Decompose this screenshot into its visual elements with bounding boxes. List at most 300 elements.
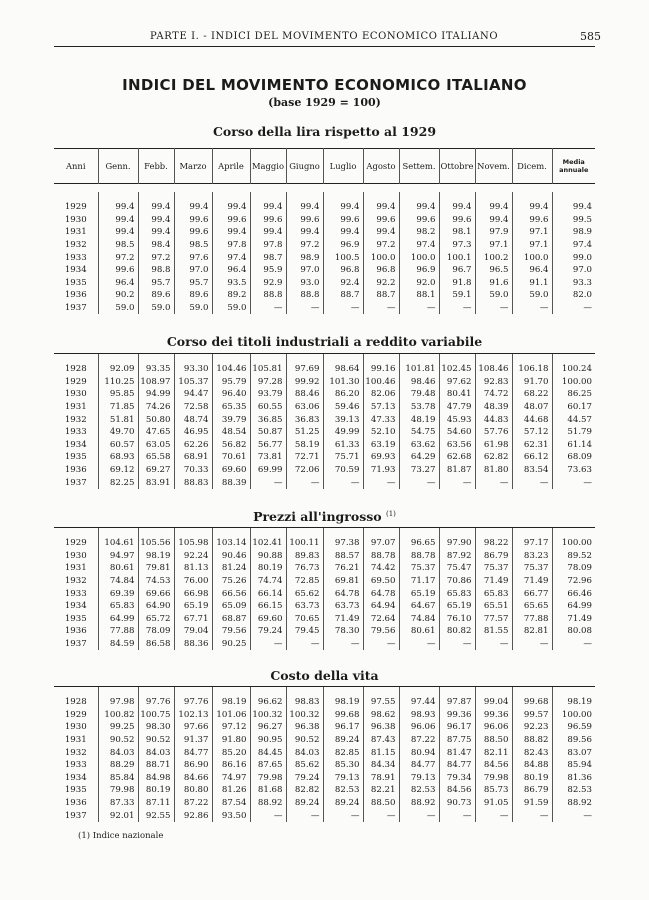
year-cell: 1932 (64, 240, 87, 251)
year-cell: 1929 (64, 202, 87, 213)
month-value-cell: 97.2 (98, 251, 138, 264)
month-value-cell: 79.24 (286, 772, 323, 785)
month-value-cell: 84.77 (174, 746, 212, 759)
month-value-cell: 82.06 (363, 388, 399, 401)
month-value-cell: 97.2 (286, 239, 323, 252)
year-cell: 1932 (64, 576, 87, 587)
month-value-cell: 88.7 (363, 289, 399, 302)
month-value-cell: 102.41 (250, 537, 286, 550)
month-value-cell: 102.45 (439, 363, 475, 376)
month-value-cell: 82.11 (475, 746, 512, 759)
month-value-cell: 88.1 (399, 289, 439, 302)
month-value-cell: 98.83 (286, 696, 323, 709)
section-title-costo (0, 668, 649, 683)
table-row (54, 759, 595, 772)
month-value-cell: 70.65 (286, 613, 323, 626)
month-value-cell: 84.66 (174, 772, 212, 785)
col-header-febb: Febb. (138, 149, 174, 184)
month-value-cell: — (323, 302, 363, 315)
month-value-cell: 99.36 (439, 709, 475, 722)
section-title-text: Corso dei titoli industriali a reddito variabile (166, 334, 483, 349)
month-value-cell: 96.38 (286, 721, 323, 734)
month-value-cell: 98.5 (98, 239, 138, 252)
col-header-ottobre: Ottobre (439, 149, 475, 184)
month-value-cell: 71.85 (98, 401, 138, 414)
table-row (54, 277, 595, 290)
col-header-genn: Genn. (98, 149, 138, 184)
month-value-cell: 48.07 (512, 401, 552, 414)
month-value-cell: 89.24 (323, 797, 363, 810)
month-value-cell: 52.10 (363, 426, 399, 439)
month-value-cell: 90.52 (98, 734, 138, 747)
section-title-text: Costo della vita (270, 668, 379, 683)
year-cell: 1934 (64, 601, 87, 612)
month-value-cell: 97.3 (439, 239, 475, 252)
month-value-cell: 97.4 (212, 251, 250, 264)
month-value-cell: — (250, 809, 286, 822)
month-value-cell: 65.83 (98, 600, 138, 613)
month-value-cell: 98.5 (174, 239, 212, 252)
month-value-cell: 97.1 (475, 239, 512, 252)
month-value-cell: 82.81 (512, 625, 552, 638)
month-value-cell: 73.27 (399, 464, 439, 477)
month-value-cell: 97.2 (138, 251, 174, 264)
month-value-cell: 63.62 (399, 439, 439, 452)
annual-mean-cell: 93.3 (552, 277, 595, 290)
month-value-cell: 92.86 (174, 809, 212, 822)
year-cell: 1935 (64, 785, 87, 796)
month-value-cell: 74.42 (363, 562, 399, 575)
month-value-cell: 98.30 (138, 721, 174, 734)
table-row (54, 797, 595, 810)
month-value-cell: 44.68 (512, 413, 552, 426)
month-value-cell: — (399, 638, 439, 651)
month-value-cell: 92.83 (475, 376, 512, 389)
month-value-cell: 59.0 (212, 302, 250, 315)
month-value-cell: 97.98 (98, 696, 138, 709)
month-value-cell: 99.6 (250, 214, 286, 227)
month-value-cell: — (250, 302, 286, 315)
month-value-cell: 90.2 (98, 289, 138, 302)
month-value-cell: 99.4 (475, 201, 512, 214)
month-value-cell: 99.4 (286, 226, 323, 239)
month-value-cell: 92.2 (363, 277, 399, 290)
annual-mean-cell: 66.46 (552, 587, 595, 600)
month-value-cell: 99.57 (512, 709, 552, 722)
month-value-cell: — (323, 476, 363, 489)
month-value-cell: 48.39 (475, 401, 512, 414)
month-value-cell: 86.90 (174, 759, 212, 772)
month-value-cell: — (399, 476, 439, 489)
month-value-cell: 100.5 (323, 251, 363, 264)
table-row (54, 721, 595, 734)
month-value-cell: 97.62 (439, 376, 475, 389)
footnote: (1) Indice nazionale (78, 831, 164, 841)
month-value-cell: 97.12 (212, 721, 250, 734)
month-value-cell: 99.6 (439, 214, 475, 227)
col-header-agosto: Agosto (363, 149, 399, 184)
month-value-cell: 45.93 (439, 413, 475, 426)
month-value-cell: 96.27 (250, 721, 286, 734)
month-value-cell: 100.0 (363, 251, 399, 264)
month-value-cell: 74.97 (212, 772, 250, 785)
month-value-cell: 39.79 (212, 413, 250, 426)
table-row (54, 587, 595, 600)
month-value-cell: 106.18 (512, 363, 552, 376)
month-value-cell: 65.62 (286, 587, 323, 600)
month-value-cell: 69.99 (250, 464, 286, 477)
month-value-cell: 98.9 (286, 251, 323, 264)
month-value-cell: 78.09 (138, 625, 174, 638)
year-cell: 1936 (64, 290, 87, 301)
month-value-cell: 100.0 (512, 251, 552, 264)
month-value-cell: 61.33 (323, 439, 363, 452)
month-value-cell: 69.50 (363, 575, 399, 588)
month-value-cell: 99.4 (98, 201, 138, 214)
month-value-cell: 36.85 (250, 413, 286, 426)
month-value-cell: 65.19 (439, 600, 475, 613)
annual-mean-cell: 83.07 (552, 746, 595, 759)
month-value-cell: 103.14 (212, 537, 250, 550)
month-value-cell: — (286, 302, 323, 315)
annual-mean-cell: 78.09 (552, 562, 595, 575)
month-value-cell: 59.0 (512, 289, 552, 302)
month-value-cell: 86.58 (138, 638, 174, 651)
month-value-cell: 88.46 (286, 388, 323, 401)
month-value-cell: — (512, 638, 552, 651)
month-value-cell: 99.4 (250, 226, 286, 239)
table-row (54, 363, 595, 376)
col-header-settem: Settem. (399, 149, 439, 184)
table-row (54, 226, 595, 239)
month-value-cell: 93.79 (250, 388, 286, 401)
main-subtitle: (base 1929 = 100) (268, 96, 381, 109)
month-value-cell: 65.19 (399, 587, 439, 600)
month-value-cell: 63.05 (138, 439, 174, 452)
running-header (0, 0, 649, 46)
annual-mean-cell: 85.94 (552, 759, 595, 772)
year-cell: 1936 (64, 798, 87, 809)
month-value-cell: 97.8 (250, 239, 286, 252)
month-value-cell: 69.60 (212, 464, 250, 477)
month-value-cell: 84.77 (399, 759, 439, 772)
month-value-cell: 86.79 (512, 784, 552, 797)
month-value-cell: 64.78 (323, 587, 363, 600)
month-value-cell: 92.01 (98, 809, 138, 822)
month-value-cell: 99.6 (212, 214, 250, 227)
month-value-cell: — (399, 302, 439, 315)
month-value-cell: 70.86 (439, 575, 475, 588)
month-value-cell: 79.56 (363, 625, 399, 638)
month-value-cell: 76.10 (439, 613, 475, 626)
month-value-cell: 98.7 (250, 251, 286, 264)
table-row (54, 625, 595, 638)
month-value-cell: 86.16 (212, 759, 250, 772)
month-value-cell: 87.65 (250, 759, 286, 772)
month-value-cell: 86.79 (475, 550, 512, 563)
month-value-cell: 79.56 (212, 625, 250, 638)
month-value-cell: 80.61 (399, 625, 439, 638)
month-value-cell: 99.4 (363, 201, 399, 214)
month-value-cell: 101.06 (212, 709, 250, 722)
month-value-cell: 82.21 (363, 784, 399, 797)
month-value-cell: 99.16 (363, 363, 399, 376)
annual-mean-cell: 60.17 (552, 401, 595, 414)
month-value-cell: 71.49 (323, 613, 363, 626)
month-value-cell: 57.76 (475, 426, 512, 439)
annual-mean-cell: 68.09 (552, 451, 595, 464)
month-value-cell: 104.46 (212, 363, 250, 376)
month-value-cell: 76.21 (323, 562, 363, 575)
column-header-table (54, 148, 595, 184)
month-value-cell: 105.98 (174, 537, 212, 550)
month-value-cell: 97.07 (363, 537, 399, 550)
table-row (54, 214, 595, 227)
year-cell: 1933 (64, 588, 87, 599)
annual-mean-cell: 98.19 (552, 696, 595, 709)
month-value-cell: — (363, 809, 399, 822)
month-value-cell: 88.82 (512, 734, 552, 747)
month-value-cell: 69.12 (98, 464, 138, 477)
month-value-cell: 92.09 (98, 363, 138, 376)
annual-mean-cell: 98.9 (552, 226, 595, 239)
month-value-cell: 79.13 (323, 772, 363, 785)
month-value-cell: 99.4 (98, 214, 138, 227)
month-value-cell: 80.82 (439, 625, 475, 638)
month-value-cell: 88.8 (250, 289, 286, 302)
month-value-cell: 97.55 (363, 696, 399, 709)
month-value-cell: 99.4 (475, 214, 512, 227)
table-lira (54, 192, 595, 314)
month-value-cell: 90.52 (286, 734, 323, 747)
col-header-anni: Anni (65, 161, 86, 171)
year-cell: 1930 (64, 389, 87, 400)
month-value-cell: — (512, 476, 552, 489)
month-value-cell: 81.26 (212, 784, 250, 797)
month-value-cell: 88.78 (399, 550, 439, 563)
year-cell: 1929 (64, 538, 87, 549)
month-value-cell: 71.49 (475, 575, 512, 588)
month-value-cell: 74.84 (98, 575, 138, 588)
month-value-cell: 59.0 (138, 302, 174, 315)
month-value-cell: 98.62 (363, 709, 399, 722)
month-value-cell: 59.0 (98, 302, 138, 315)
month-value-cell: 88.8 (286, 289, 323, 302)
table-row (54, 289, 595, 302)
month-value-cell: 96.06 (399, 721, 439, 734)
month-value-cell: 81.24 (212, 562, 250, 575)
month-value-cell: 74.84 (399, 613, 439, 626)
month-value-cell: 64.99 (98, 613, 138, 626)
month-value-cell: 97.2 (363, 239, 399, 252)
month-value-cell: — (286, 638, 323, 651)
month-value-cell: 91.6 (475, 277, 512, 290)
table-row (54, 537, 595, 550)
month-value-cell: 69.39 (98, 587, 138, 600)
month-value-cell: 65.83 (475, 587, 512, 600)
month-value-cell: 60.55 (250, 401, 286, 414)
month-value-cell: 99.4 (363, 226, 399, 239)
month-value-cell: 89.24 (323, 734, 363, 747)
month-value-cell: 98.1 (439, 226, 475, 239)
annual-mean-cell: 80.08 (552, 625, 595, 638)
month-value-cell: 96.9 (323, 239, 363, 252)
month-value-cell: 100.2 (475, 251, 512, 264)
month-value-cell: 62.82 (475, 451, 512, 464)
month-value-cell: 90.95 (250, 734, 286, 747)
month-value-cell: 108.46 (475, 363, 512, 376)
month-value-cell: 98.8 (138, 264, 174, 277)
month-value-cell: 97.9 (475, 226, 512, 239)
month-value-cell: 63.06 (286, 401, 323, 414)
annual-mean-cell: 100.00 (552, 376, 595, 389)
year-cell: 1930 (64, 214, 87, 225)
month-value-cell: 99.4 (286, 201, 323, 214)
month-value-cell: 97.0 (174, 264, 212, 277)
month-value-cell: 72.58 (174, 401, 212, 414)
month-value-cell: 47.79 (439, 401, 475, 414)
table-row (54, 613, 595, 626)
annual-mean-cell: 88.92 (552, 797, 595, 810)
month-value-cell: 36.83 (286, 413, 323, 426)
month-value-cell: 44.83 (475, 413, 512, 426)
year-cell: 1937 (64, 303, 87, 314)
annual-mean-cell: 99.0 (552, 251, 595, 264)
month-value-cell: 70.61 (212, 451, 250, 464)
month-value-cell: 97.69 (286, 363, 323, 376)
month-value-cell: 98.2 (399, 226, 439, 239)
month-value-cell: — (439, 638, 475, 651)
month-value-cell: 99.4 (323, 201, 363, 214)
month-value-cell: 57.12 (512, 426, 552, 439)
month-value-cell: 85.30 (323, 759, 363, 772)
month-value-cell: 93.5 (212, 277, 250, 290)
month-value-cell: 66.77 (512, 587, 552, 600)
month-value-cell: 99.4 (138, 226, 174, 239)
year-cell: 1931 (64, 402, 87, 413)
month-value-cell: 80.80 (174, 784, 212, 797)
spacer-row (54, 528, 595, 538)
section-title-prezzi (0, 509, 649, 524)
month-value-cell: — (363, 302, 399, 315)
annual-mean-cell: 96.59 (552, 721, 595, 734)
month-value-cell: 72.85 (286, 575, 323, 588)
month-value-cell: 108.97 (138, 376, 174, 389)
month-value-cell: 69.93 (363, 451, 399, 464)
month-value-cell: 84.56 (439, 784, 475, 797)
month-value-cell: 97.17 (512, 537, 552, 550)
year-cell: 1934 (64, 439, 87, 450)
month-value-cell: 97.6 (174, 251, 212, 264)
month-value-cell: 81.87 (439, 464, 475, 477)
month-value-cell: 65.51 (475, 600, 512, 613)
month-value-cell: 51.25 (286, 426, 323, 439)
annual-mean-cell: 72.96 (552, 575, 595, 588)
spacer-row (54, 354, 595, 364)
month-value-cell: 99.6 (98, 264, 138, 277)
month-value-cell: 84.77 (439, 759, 475, 772)
annual-mean-cell: — (552, 809, 595, 822)
month-value-cell: 89.24 (286, 797, 323, 810)
annual-mean-cell: 86.25 (552, 388, 595, 401)
month-value-cell: 96.38 (363, 721, 399, 734)
month-value-cell: 100.32 (250, 709, 286, 722)
year-cell: 1934 (64, 772, 87, 783)
month-value-cell: 80.41 (439, 388, 475, 401)
annual-mean-cell: 99.5 (552, 214, 595, 227)
month-value-cell: 63.19 (363, 439, 399, 452)
month-value-cell: 99.4 (174, 201, 212, 214)
table-row (54, 239, 595, 252)
header-rule (54, 46, 595, 47)
month-value-cell: 50.87 (250, 426, 286, 439)
month-value-cell: 95.7 (174, 277, 212, 290)
month-value-cell: 92.0 (399, 277, 439, 290)
col-header-luglio: Luglio (323, 149, 363, 184)
year-cell: 1929 (64, 376, 87, 387)
month-value-cell: 100.1 (439, 251, 475, 264)
month-value-cell: 81.15 (363, 746, 399, 759)
year-cell: 1930 (64, 722, 87, 733)
month-value-cell: 78.91 (363, 772, 399, 785)
annual-mean-cell: 81.36 (552, 772, 595, 785)
month-value-cell: 77.57 (475, 613, 512, 626)
month-value-cell: 80.19 (512, 772, 552, 785)
month-value-cell: 74.74 (250, 575, 286, 588)
year-cell: 1936 (64, 626, 87, 637)
month-value-cell: 72.06 (286, 464, 323, 477)
year-cell: 1935 (64, 277, 87, 288)
month-value-cell: 97.28 (250, 376, 286, 389)
month-value-cell: 84.98 (138, 772, 174, 785)
month-value-cell: 65.09 (212, 600, 250, 613)
month-value-cell: 96.8 (323, 264, 363, 277)
month-value-cell: 62.31 (512, 439, 552, 452)
month-value-cell: 82.82 (286, 784, 323, 797)
year-cell: 1931 (64, 735, 87, 746)
month-value-cell: 96.4 (212, 264, 250, 277)
month-value-cell: 99.4 (399, 201, 439, 214)
month-value-cell: 88.39 (212, 476, 250, 489)
month-value-cell: 87.11 (138, 797, 174, 810)
month-value-cell: 65.19 (174, 600, 212, 613)
month-value-cell: 62.68 (439, 451, 475, 464)
month-value-cell: 90.25 (212, 638, 250, 651)
page-number: 585 (580, 30, 601, 43)
table-row (54, 401, 595, 414)
month-value-cell: 87.33 (98, 797, 138, 810)
month-value-cell: 95.9 (250, 264, 286, 277)
month-value-cell: 54.75 (399, 426, 439, 439)
table-row (54, 809, 595, 822)
month-value-cell: 101.30 (323, 376, 363, 389)
month-value-cell: 59.0 (475, 289, 512, 302)
table-row (54, 464, 595, 477)
table-row (54, 476, 595, 489)
month-value-cell: 49.70 (98, 426, 138, 439)
month-value-cell: 82.43 (512, 746, 552, 759)
month-value-cell: 87.75 (439, 734, 475, 747)
month-value-cell: 88.36 (174, 638, 212, 651)
month-value-cell: 48.19 (399, 413, 439, 426)
month-value-cell: 105.81 (250, 363, 286, 376)
annual-mean-cell: 100.24 (552, 363, 595, 376)
year-cell: 1933 (64, 427, 87, 438)
month-value-cell: 84.34 (363, 759, 399, 772)
col-header-maggio: Maggio (250, 149, 286, 184)
month-value-cell: 91.80 (212, 734, 250, 747)
month-value-cell: 95.85 (98, 388, 138, 401)
